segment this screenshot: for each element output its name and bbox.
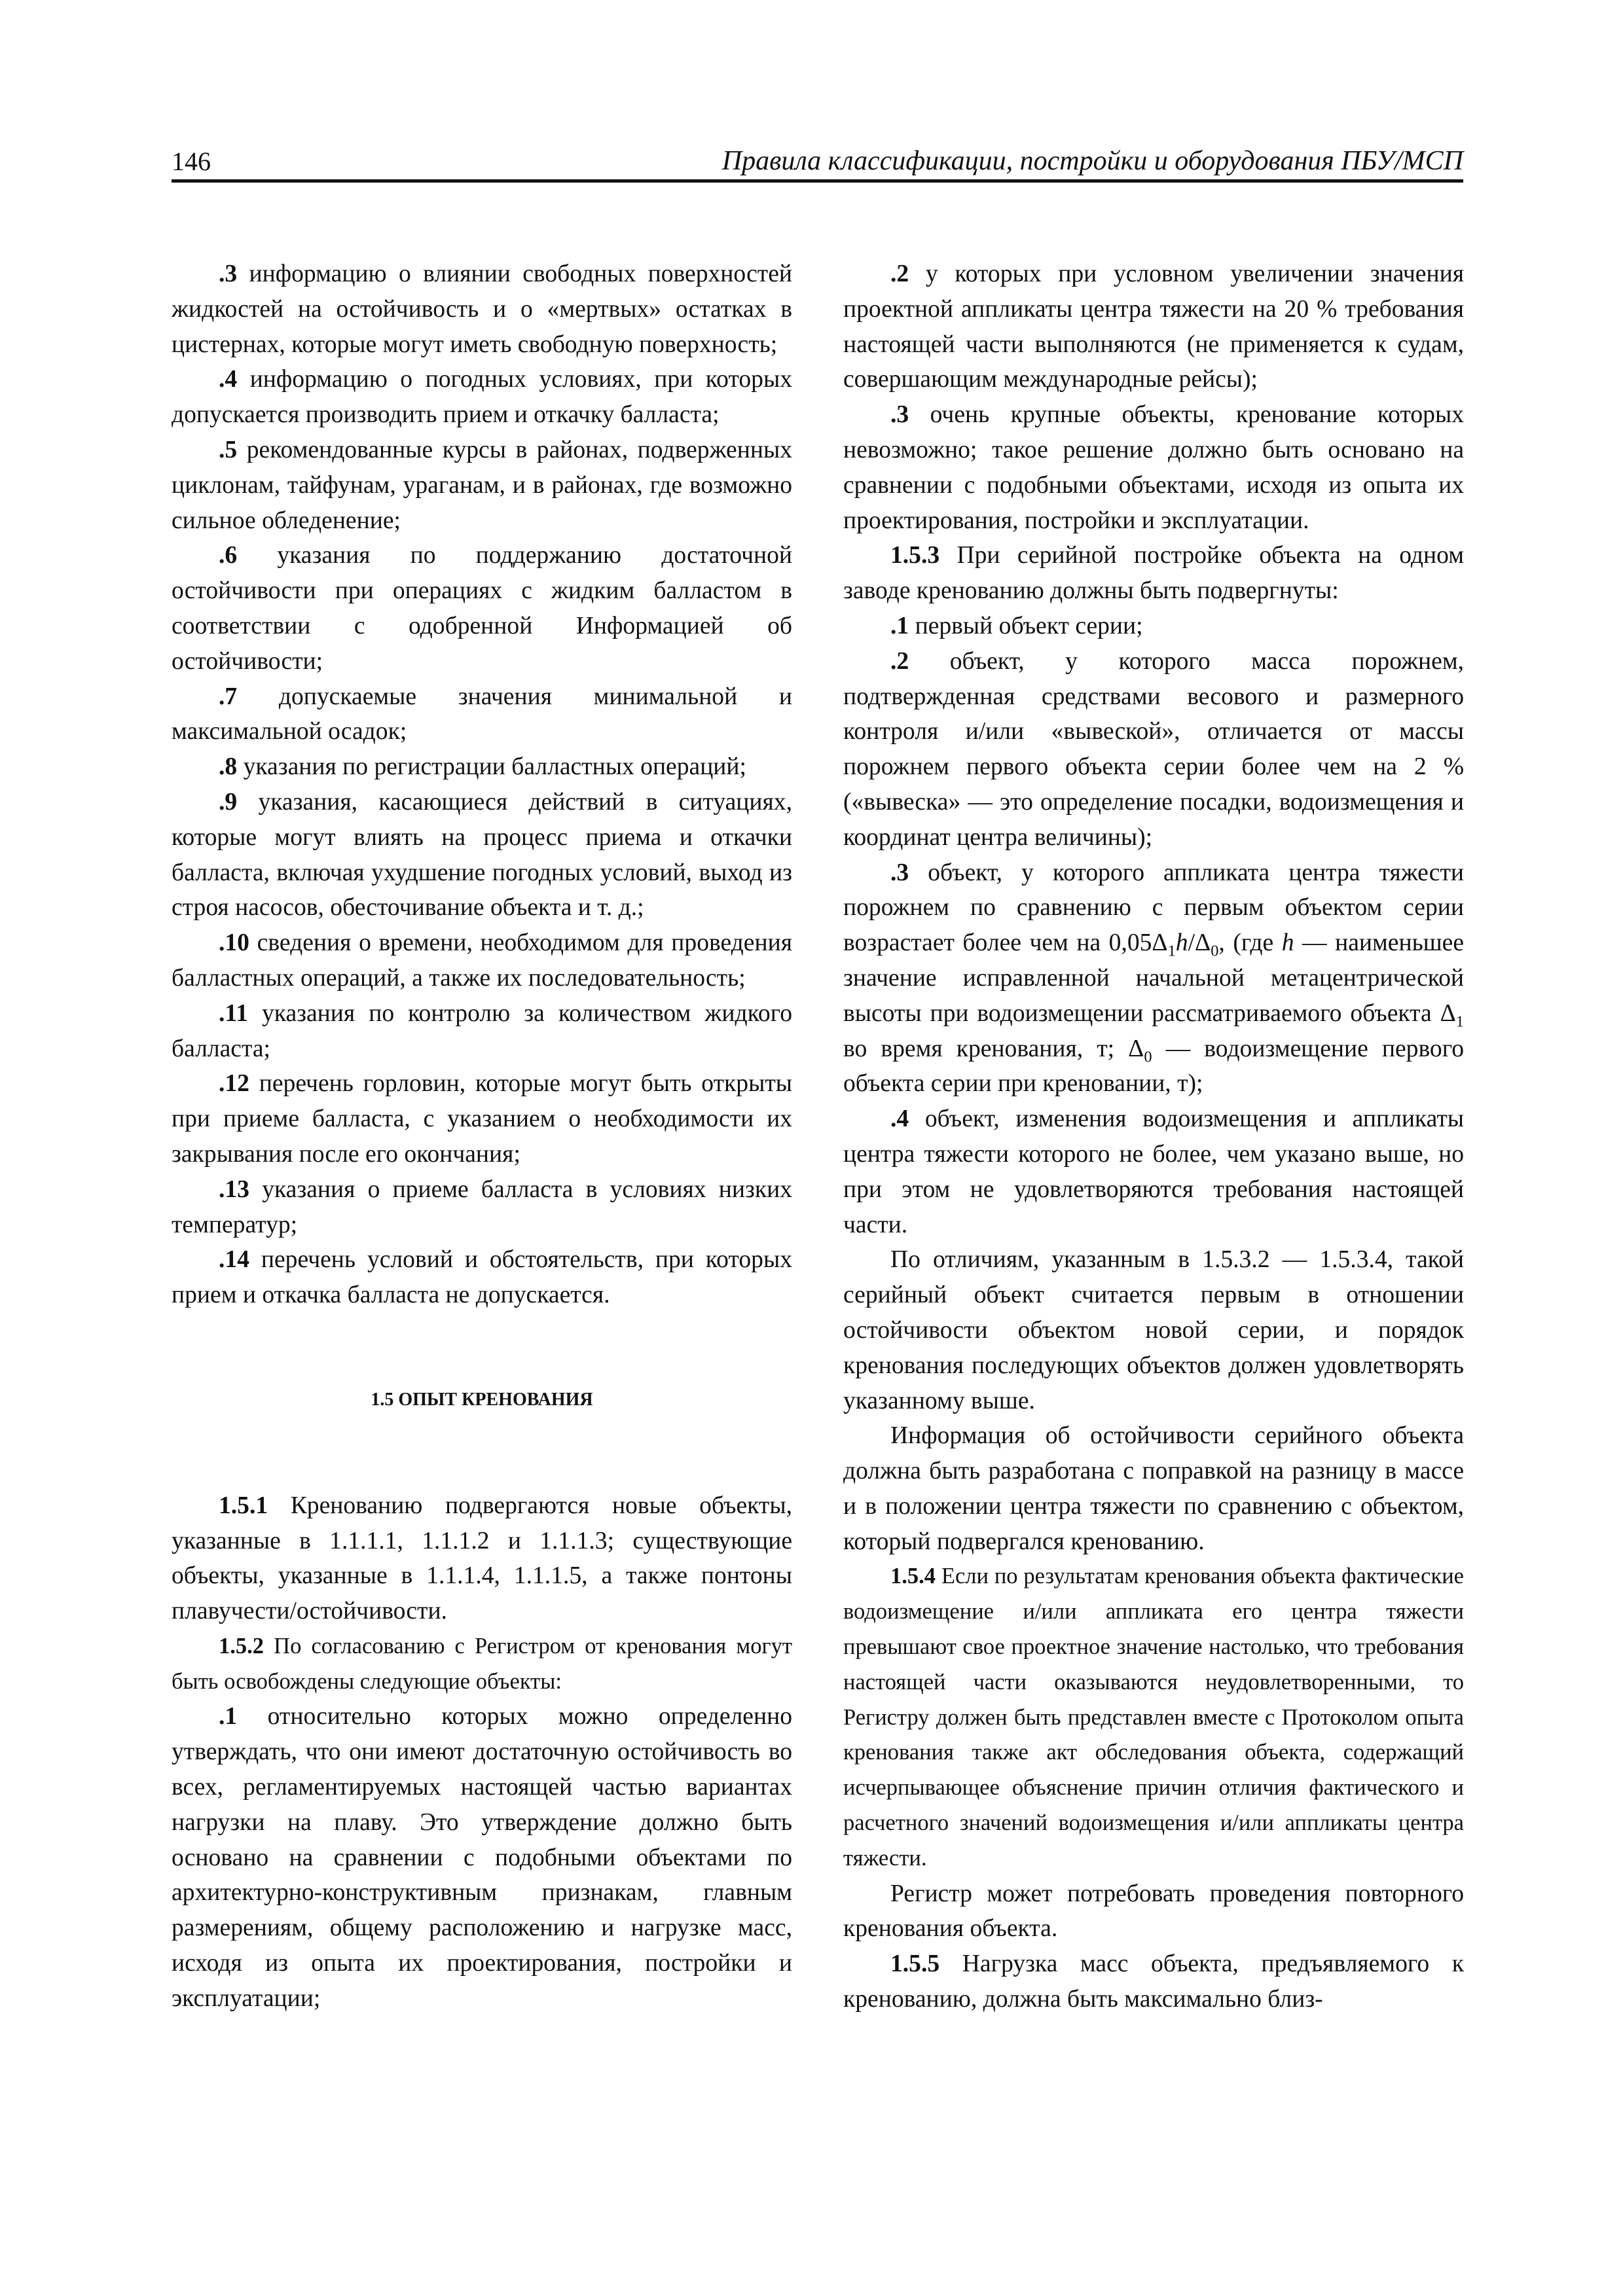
- list-item: .7 допускаемые значения минимальной и максимальной осадок;: [172, 683, 792, 745]
- paragraph-1-5-2-1: .1 относительно которых можно определенно утверждать, что они имеют достаточную остойчивость во всех, регламентируемых настоящей частью вариантах нагрузки на плаву. Это утверждение должно быть основано на сравнении с подобными объектами по архитектурно-конструктивным признакам, главным размерениям, общему расположению и нагрузке масс, исходя из опыта их проектирования, постройки и эксплуатации;: [172, 1703, 792, 2012]
- paragraph-1-5-3-1: .1 первый объект серии;: [890, 612, 1143, 639]
- list-item: .14 перечень условий и обстоятельств, при которых прием и откачка балласта не допускается.: [172, 1246, 792, 1309]
- paragraph-1-5-3-3: .3 объект, у которого аппликата центра тяжести порожнем по сравнению с первым объектом серии возрастает более чем на $0,05\Delta_1h/\Delta_0$, (где h — наименьшее значение исправленной начальной метацентрической высоты при водоизмещении рассматриваемого объекта $\Delta_1$ во время кренования, т; $\Delta_0$ — водоизмещение первого объекта серии при креновании, т);: [843, 859, 1464, 1098]
- list-item: .6 указания по поддержанию достаточной остойчивости при операциях с жидким балластом в соответствии с одобренной Информацией об остойчивости;: [172, 542, 792, 675]
- paragraph-1-5-3: 1.5.3 При серийной постройке объекта на одном заводе кренованию должны быть подвергнуты:: [843, 542, 1464, 605]
- paragraph-differences: По отличиям, указанным в 1.5.3.2 — 1.5.3.4, такой серийный объект считается первым в отношении остойчивости объектом новой серии, и порядок кренования последующих объектов должен удовлетворять указанному выше.: [843, 1246, 1464, 1414]
- paragraph-1-5-2-3: .3 очень крупные объекты, кренование которых невозможно; такое решение должно быть основано на сравнении с подобными объектами, исходя из опыта их проектирования, постройки и эксплуатации.: [843, 401, 1464, 534]
- left-column: [172, 257, 792, 2017]
- list-item: .11 указания по контролю за количеством жидкого балласта;: [172, 999, 792, 1062]
- paragraph-1-5-4: 1.5.4 Если по результатам кренования объекта фактические водоизмещение и/или аппликата его центра тяжести превышают свое проектное значение настолько, что требования настоящей части оказываются неудовлетворенными, то Регистру должен быть представлен вместе с Протоколом опыта кренования также акт обследования объекта, содержащий исчерпывающее объяснение причин отличия фактического и расчетного значений водоизмещения и/или аппликаты центра тяжести.: [843, 1564, 1464, 1871]
- paragraph-1-5-2: 1.5.2 По согласованию с Регистром от кренования могут быть освобождены следующие объекты:: [172, 1633, 792, 1694]
- list-item: .3 информацию о влиянии свободных поверхностей жидкостей на остойчивость и о «мертвых» остатках в цистернах, которые могут иметь свободную поверхность;: [172, 260, 792, 358]
- list-item: .13 указания о приеме балласта в условиях низких температур;: [172, 1175, 792, 1238]
- page-number: 146: [172, 147, 211, 176]
- list-item: .4 информацию о погодных условиях, при которых допускается производить прием и откачку балласта;: [172, 366, 792, 429]
- paragraph-register: Регистр может потребовать проведения повторного кренования объекта.: [843, 1880, 1464, 1943]
- page-header: [172, 143, 1463, 183]
- paragraph-1-5-3-4: .4 объект, изменения водоизмещения и аппликаты центра тяжести которого не более, чем указано выше, но при этом не удовлетворяются требования настоящей части.: [843, 1105, 1464, 1238]
- running-title: Правила классификации, постройки и оборудования ПБУ/МСП: [721, 146, 1463, 176]
- paragraph-1-5-3-2: .2 объект, у которого масса порожнем, подтвержденная средствами весового и размерного контроля и/или «вывеской», отличается от массы порожнем первого объекта серии более чем на 2 % («вывеска» — это определение посадки, водоизмещения и координат центра величины);: [843, 647, 1464, 851]
- paragraph-1-5-2-2: .2 у которых при условном увеличении значения проектной аппликаты центра тяжести на 20 % требования настоящей части выполняются (не применяется к судам, совершающим международные рейсы);: [843, 260, 1464, 393]
- section-heading: 1.5 ОПЫТ КРЕНОВАНИЯ: [371, 1389, 593, 1410]
- list-item: .12 перечень горловин, которые могут быть открыты при приеме балласта, с указанием о необходимости их закрывания после его окончания;: [172, 1070, 792, 1168]
- list-item: .9 указания, касающиеся действий в ситуациях, которые могут влиять на процесс приема и откачки балласта, включая ухудшение погодных условий, выход из строя насосов, обесточивание объекта и т. д.;: [172, 788, 792, 922]
- right-column: [843, 257, 1464, 2017]
- list-item: .5 рекомендованные курсы в районах, подверженных циклонам, тайфунам, ураганам, и в районах, где возможно сильное обледенение;: [172, 436, 792, 534]
- list-item: .10 сведения о времени, необходимом для проведения балластных операций, а также их последовательность;: [172, 929, 792, 992]
- paragraph-1-5-1: 1.5.1 Кренованию подвергаются новые объекты, указанные в 1.1.1.1, 1.1.1.2 и 1.1.1.3; существующие объекты, указанные в 1.1.1.4, 1.1.1.5, а также понтоны плавучести/остойчивости.: [172, 1492, 792, 1625]
- list-item: .8 указания по регистрации балластных операций;: [219, 753, 746, 781]
- paragraph-info: Информация об остойчивости серийного объекта должна быть разработана с поправкой на разницу в массе и в положении центра тяжести по сравнению с объектом, который подвергался кренованию.: [843, 1422, 1464, 1555]
- paragraph-1-5-5: 1.5.5 Нагрузка масс объекта, предъявляемого к кренованию, должна быть максимально близ-: [843, 1950, 1464, 2013]
